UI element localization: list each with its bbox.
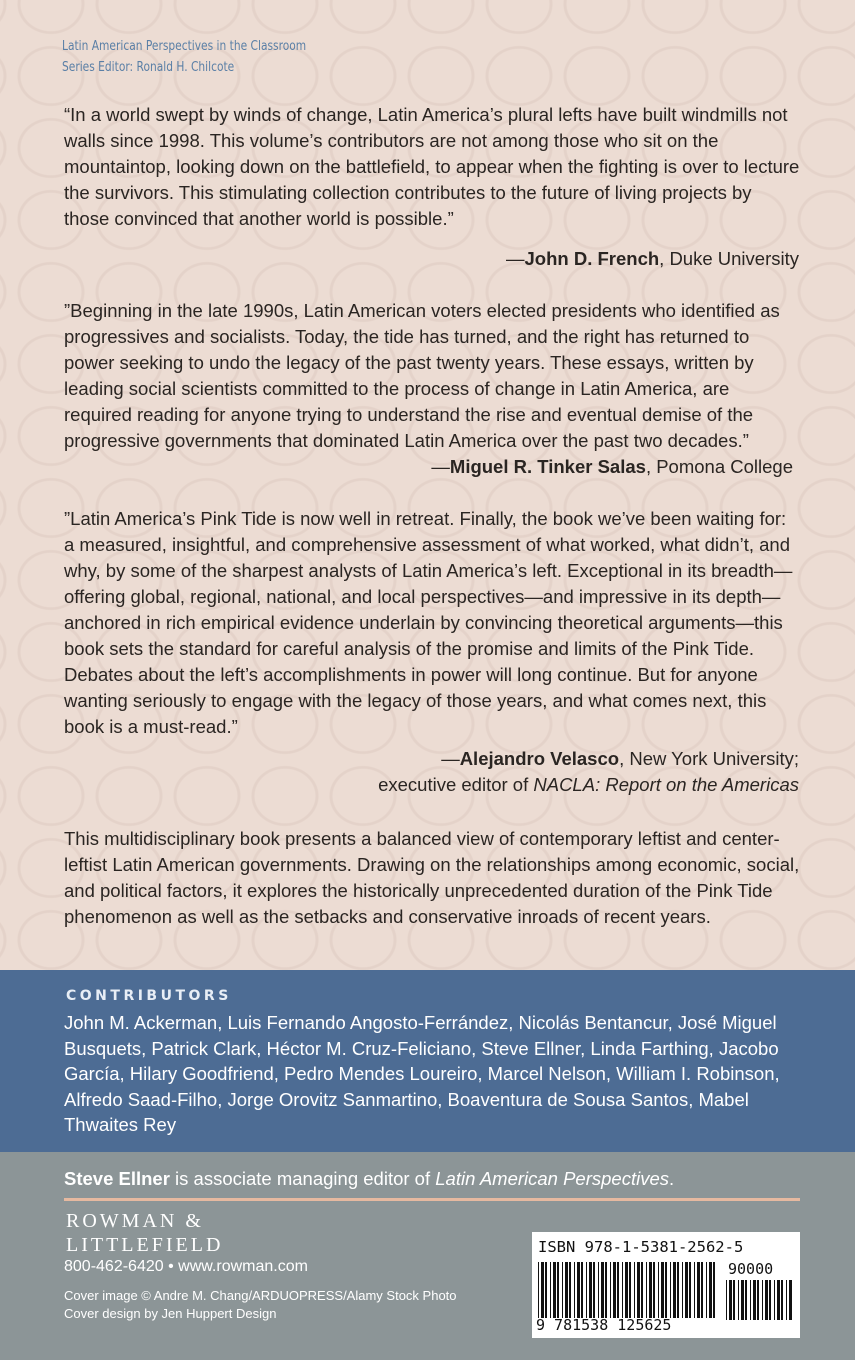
series-title: Latin American Perspectives in the Classroom [62, 39, 307, 54]
attribution-velasco: —Alejandro Velasco, New York University; executive editor of NACLA: Report on the Americas [378, 748, 799, 795]
barcode-bars-icon [538, 1262, 718, 1318]
publisher-contact: 800-462-6420 • www.rowman.com [64, 1258, 308, 1275]
series-editor: Series Editor: Ronald H. Chilcote [62, 60, 235, 75]
isbn-number: ISBN 978-1-5381-2562-5 [538, 1238, 744, 1256]
contributors-heading: CONTRIBUTORS [66, 988, 232, 1004]
quote-velasco: ”Latin America’s Pink Tide is now well in retreat. Finally, the book we’ve been waiting for: a measured, insightful, and comprehensive assessment of what worked, what didn’t, and why, by some of the sharpest analysts of Latin America’s left. Exceptional in its breadth—offering global, regional, national, and local perspectives—and impressive in its depth—anchored in rich empirical evidence underlain by convincing theoretical arguments—this book sets the standard for careful analysis of the promise and limits of the Pink Tide. Debates about the left’s accomplishments in power will long continue. But for anyone wanting seriously to engage with the legacy of those years, and what comes next, this book is a must-read.” [64, 508, 793, 737]
journal-name: NACLA: Report on the Americas [533, 774, 799, 795]
contributors-panel [0, 970, 855, 1152]
editor-journal: Latin American Perspectives [435, 1168, 670, 1189]
author-name: John D. French [524, 248, 660, 269]
quote-french: “In a world swept by winds of change, Latin America’s plural lefts have built windmills not walls since 1998. This volume’s contributors are not among those who sit on the mountaintop, looking down on the battlefield, to appear when the fighting is over to lecture the survivors. This stimulating collection contributes to the future of living projects by those convinced that another world is possible.” [64, 104, 800, 229]
author-name: Miguel R. Tinker Salas [449, 456, 646, 477]
editor-bio: Steve Ellner is associate managing editor of Latin American Perspectives. [64, 1168, 675, 1189]
quote-tinker-salas: ”Beginning in the late 1990s, Latin American voters elected presidents who identified as progressives and socialists. Today, the tide has turned, and the right has returned to power seeking to undo the legacy of the past twenty years. These essays, written by leading social scientists committed to the process of change in Latin America, are required reading for anyone trying to understand the rise and eventual demise of the progressive governments that dominated Latin America over the past two decades.” [64, 300, 780, 451]
barcode-addon-bars-icon [726, 1280, 792, 1320]
barcode-digits: 9 781538 125625 [536, 1316, 672, 1334]
series-info [62, 36, 306, 78]
attribution-french: —John D. French, Duke University [506, 248, 799, 269]
book-description: This multidisciplinary book presents a balanced view of contemporary leftist and center-leftist Latin American governments. Drawing on the relationships among economic, social, and political factors, it explores the historically unprecedented duration of the Pink Tide phenomenon as well as the setbacks and conservative inroads of recent years. [64, 828, 800, 927]
price-code: 90000 [728, 1260, 774, 1278]
divider-rule [64, 1198, 800, 1201]
author-name: Alejandro Velasco [459, 748, 620, 769]
barcode [532, 1232, 800, 1338]
editor-name: Steve Ellner [64, 1168, 170, 1189]
publisher-logo-line1: ROWMAN & [66, 1210, 204, 1232]
contributors-list: John M. Ackerman, Luis Fernando Angosto-Ferrández, Nicolás Bentancur, José Miguel Busquets, Patrick Clark, Héctor M. Cruz-Feliciano, Steve Ellner, Linda Farthing, Jacobo García, Hilary Goodfriend, Pedro Mendes Loureiro, Marcel Nelson, William I. Robinson, Alfredo Saad-Filho, Jorge Orovitz Sanmartino, Boaventura de Sousa Santos, Mabel Thwaites Rey [64, 1012, 780, 1135]
cover-image-credit: Cover image © Andre M. Chang/ARDUOPRESS/Alamy Stock Photo [64, 1288, 457, 1303]
publisher-logo-line2: LITTLEFIELD [66, 1234, 224, 1256]
cover-design-credit: Cover design by Jen Huppert Design [64, 1306, 277, 1321]
attribution-tinker-salas: —Miguel R. Tinker Salas, Pomona College [431, 456, 793, 477]
